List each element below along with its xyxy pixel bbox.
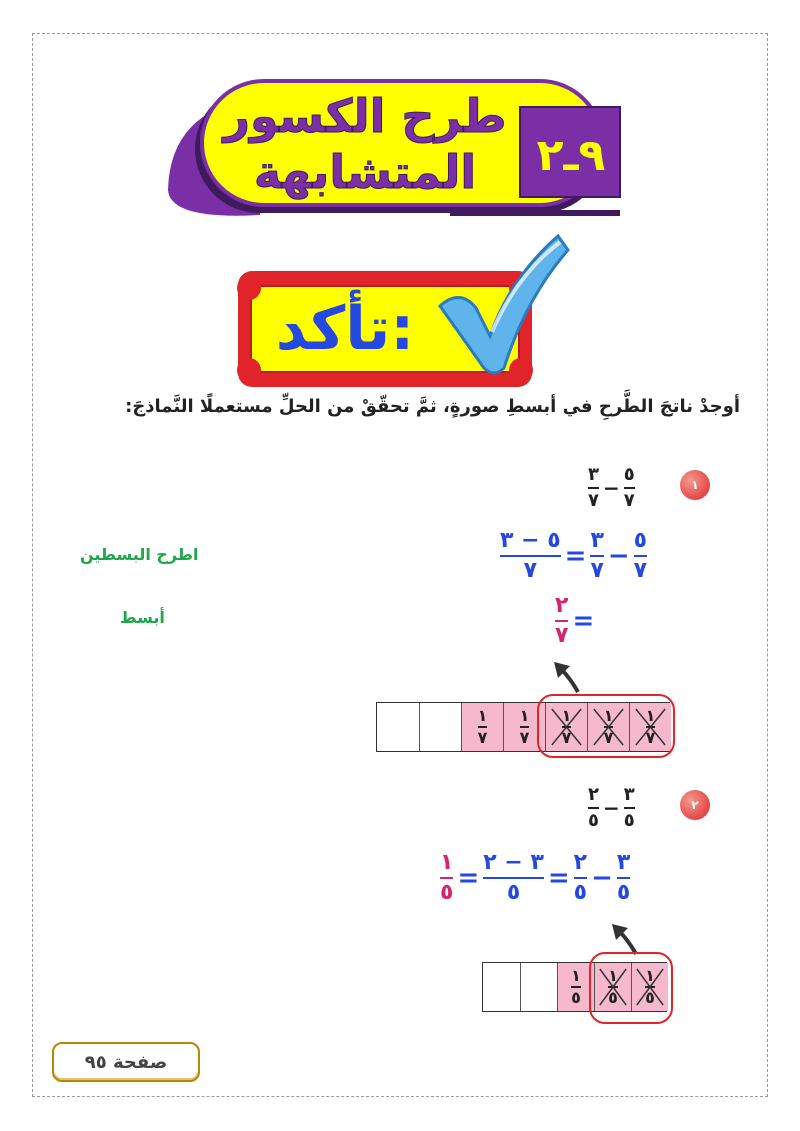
problem1-step1-left [634, 530, 647, 582]
equals-sign: = [572, 606, 595, 636]
model-cell-shaded [461, 703, 503, 751]
problem2-q-a-den: ٥ [623, 810, 635, 831]
problem1-step1-right-den: ٧ [590, 558, 604, 583]
problem2-mid [483, 852, 544, 904]
problem2-result-den: ٥ [440, 880, 454, 905]
problem2-left [617, 852, 630, 904]
problem1-note-subtract: اطرح البسطين [80, 545, 199, 564]
model-cell-empty [483, 963, 520, 1011]
page-number-label: صفحة ٩٥ [52, 1042, 200, 1082]
problem1-number-badge: ١ [680, 470, 710, 500]
checkmark-icon [430, 228, 570, 378]
minus-sign: − [603, 796, 620, 820]
model-cell-num: ١ [608, 966, 618, 986]
model-cell-den: ٥ [608, 987, 618, 1007]
problem1-step2-den: ٧ [555, 623, 569, 648]
problem2-q-b-den: ٥ [588, 810, 599, 831]
equals-sign: = [564, 541, 587, 571]
lesson-title [215, 88, 515, 200]
problem2-left-num: ٣ [616, 850, 631, 875]
model-cell-num: ١ [519, 706, 530, 726]
problem2-question [588, 786, 635, 830]
problem2-number-badge: ٢ [680, 790, 710, 820]
arrow-icon [548, 660, 588, 696]
model-cell-den: ٧ [477, 727, 488, 747]
problem1-q-b-num: ٣ [588, 464, 599, 485]
problem2-result [440, 852, 453, 904]
model-cell-den: ٥ [571, 987, 581, 1007]
problem2-left-den: ٥ [616, 880, 631, 905]
model-cell-num: ١ [561, 706, 572, 726]
problem1-q-a-den: ٧ [623, 490, 635, 511]
problem1-q-frac-a [624, 466, 635, 510]
model-cell-den: ٧ [603, 727, 614, 747]
model-cell-den: ٧ [645, 727, 656, 747]
model-cell-num: ١ [645, 966, 655, 986]
instruction-text: أوجدْ ناتجَ الطَّرحِ في أبسطِ صورةٍ، ثمَّ تحقّقْ من الحلِّ مستعملًا النَّماذجَ: [125, 396, 740, 417]
model-cell-den: ٧ [519, 727, 530, 747]
problem2-q-frac-b [588, 786, 599, 830]
problem2-q-a-num: ٣ [623, 784, 635, 805]
problem1-question [588, 466, 635, 510]
problem2-q-frac-a [624, 786, 635, 830]
problem1-note-simplest: أبسط [120, 608, 165, 627]
model-cell-empty [377, 703, 419, 751]
model-cell-num: ١ [477, 706, 488, 726]
problem2-right [574, 852, 587, 904]
minus-sign: − [607, 541, 630, 571]
problem2-mid-den: ٥ [506, 880, 521, 905]
problem1-step1-right [590, 530, 603, 582]
removed-parts-highlight [537, 694, 675, 758]
lesson-title-line1: طرح الكسور [223, 89, 507, 143]
problem2-mid-num: ٣ − ٢ [483, 850, 544, 875]
problem1-step1-result-den: ٧ [523, 558, 538, 583]
model-cell-empty [520, 963, 557, 1011]
equals-sign: = [457, 863, 480, 893]
problem1-step1-result-num: ٥ − ٣ [500, 528, 561, 553]
equals-sign: = [547, 863, 570, 893]
problem2-q-b-num: ٢ [588, 784, 599, 805]
problem1-step2-result [555, 595, 568, 647]
lesson-number: ٩ـ٢ [536, 129, 606, 181]
lesson-title-line2: المتشابهة [253, 145, 477, 199]
problem1-q-frac-b [588, 466, 599, 510]
problem1-step1-left-num: ٥ [633, 528, 648, 553]
problem2-result-num: ١ [440, 850, 454, 875]
model-cell-den: ٥ [645, 987, 655, 1007]
model-cell-den: ٧ [561, 727, 572, 747]
problem1-step2 [555, 595, 598, 647]
problem1-q-b-den: ٧ [588, 490, 599, 511]
problem2-right-num: ٢ [573, 850, 588, 875]
model-cell-num: ١ [571, 966, 581, 986]
problem2-right-den: ٥ [573, 880, 588, 905]
check-label: تأكد: [275, 294, 415, 364]
model-cell-num: ١ [603, 706, 614, 726]
problem1-step1-right-num: ٣ [590, 528, 604, 553]
problem2-equation [440, 852, 630, 904]
problem1-step2-num: ٢ [555, 593, 569, 618]
problem1-step1-result [500, 530, 561, 582]
model-cell-num: ١ [645, 706, 656, 726]
problem1-q-a-num: ٥ [623, 464, 635, 485]
removed-parts-highlight [589, 952, 673, 1024]
minus-sign: − [591, 863, 613, 893]
minus-sign: − [603, 476, 620, 500]
model-cell-empty [419, 703, 461, 751]
problem1-step1 [500, 530, 647, 582]
problem1-step1-left-den: ٧ [633, 558, 648, 583]
